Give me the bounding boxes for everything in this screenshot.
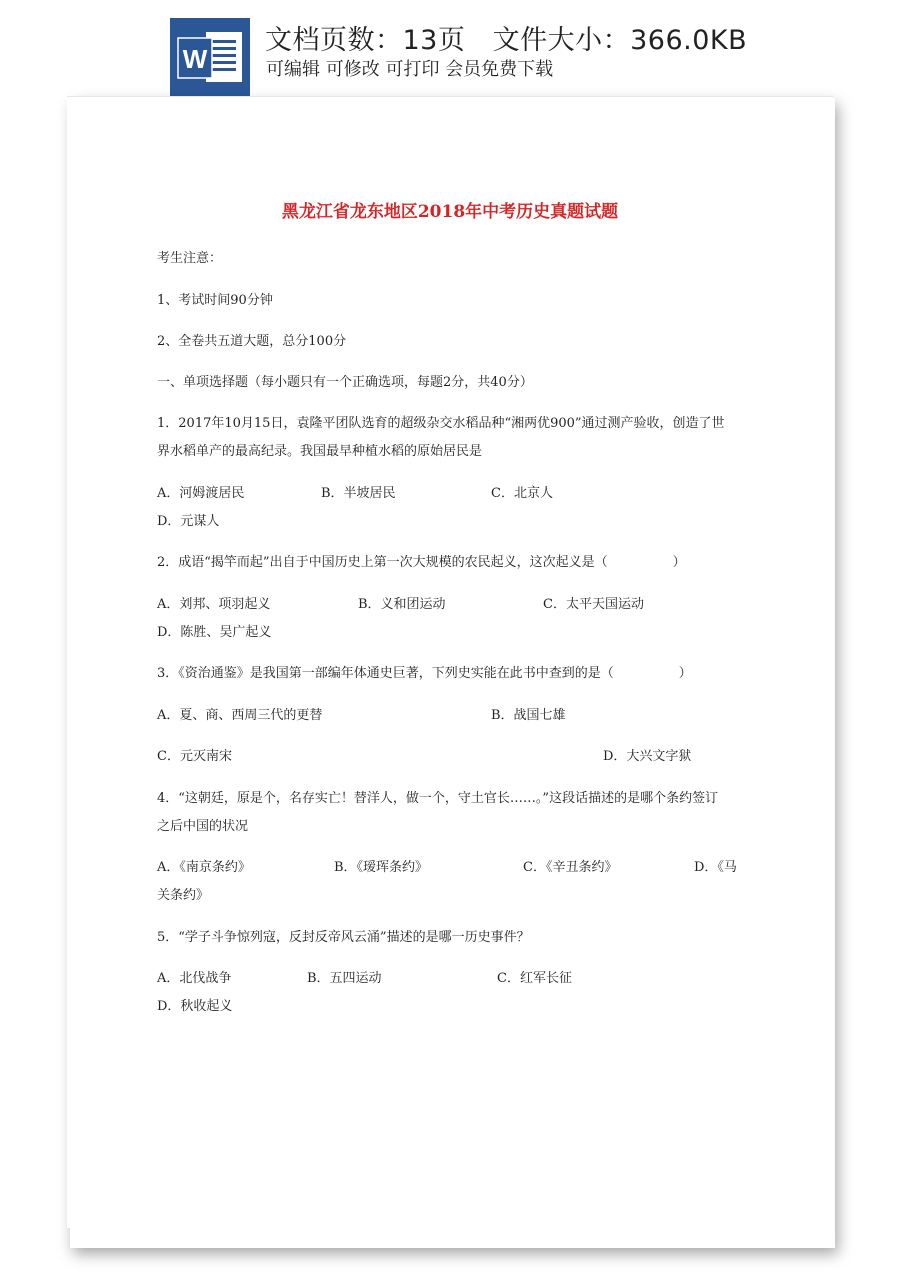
question-1-option: D．元谋人 (157, 514, 220, 529)
question-4-text: 之后中国的状况 (157, 819, 249, 834)
question-4-option: B．《瑷珲条约》 (334, 860, 429, 875)
question-2-text: 2．成语“揭竿而起”出自于中国历史上第一次大规模的农民起义，这次起义是（ ） (157, 555, 686, 570)
question-3-option: C．元灭南宋 (157, 749, 232, 764)
question-3-text: 3．《资治通鉴》是我国第一部编年体通史巨著，下列史实能在此书中查到的是（ ） (157, 666, 692, 681)
question-3-option: A．夏、商、西周三代的更替 (157, 708, 323, 723)
question-5-option: D．秋收起义 (157, 999, 233, 1014)
notice-heading: 考生注意： (157, 251, 223, 266)
doc-features: 可编辑 可修改 可打印 会员免费下载 (266, 59, 554, 80)
question-1-text: 1．2017年10月15日，袁隆平团队选育的超级杂交水稻品种“湘两优900”通过测产验收，创造了世 (157, 416, 725, 431)
word-doc-icon (170, 18, 250, 96)
download-banner (0, 0, 900, 96)
question-5-option: C．红军长征 (497, 971, 572, 986)
question-1-option: A．河姆渡居民 (157, 486, 245, 501)
question-1-option: C．北京人 (491, 486, 553, 501)
question-4-option: A．《南京条约》 (157, 860, 251, 875)
question-2-option: B．义和团运动 (358, 597, 446, 612)
question-2-option: A．刘邦、项羽起义 (157, 597, 271, 612)
question-4-option: D．《马 (694, 860, 737, 875)
question-5-option: A．北伐战争 (157, 971, 232, 986)
question-3-option: D．大兴文字狱 (603, 749, 692, 764)
doc-stats: 文档页数：13页 文件大小：366.0KB (265, 25, 748, 56)
question-5-option: B．五四运动 (307, 971, 382, 986)
question-5-text: 5．“学子斗争惊列寇，反封反帝风云涌”描述的是哪一历史事件？ (157, 930, 530, 945)
question-2-option: C．太平天国运动 (543, 597, 644, 612)
question-4-text: 4．“这朝廷，原是个，名存实亡！替洋人，做一个，守土官长……。”这段话描述的是哪个条约签订 (157, 791, 719, 806)
note-line: 1、考试时间90分钟 (157, 293, 273, 308)
question-2-option: D．陈胜、吴广起义 (157, 625, 272, 640)
question-4-option: C．《辛丑条约》 (523, 860, 618, 875)
question-4-option: 关条约》 (157, 888, 210, 903)
question-1-text: 界水稻单产的最高纪录。我国最早种植水稻的原始居民是 (157, 444, 483, 459)
section-heading: 一、单项选择题（每小题只有一个正确选项，每题2分，共40分） (157, 375, 533, 390)
note-line: 2、全卷共五道大题，总分100分 (157, 334, 347, 349)
svg-text:W: W (182, 44, 208, 74)
question-1-option: B．半坡居民 (321, 486, 396, 501)
document-title: 黑龙江省龙东地区2018年中考历史真题试题 (281, 202, 619, 222)
question-3-option: B．战国七雄 (491, 708, 566, 723)
